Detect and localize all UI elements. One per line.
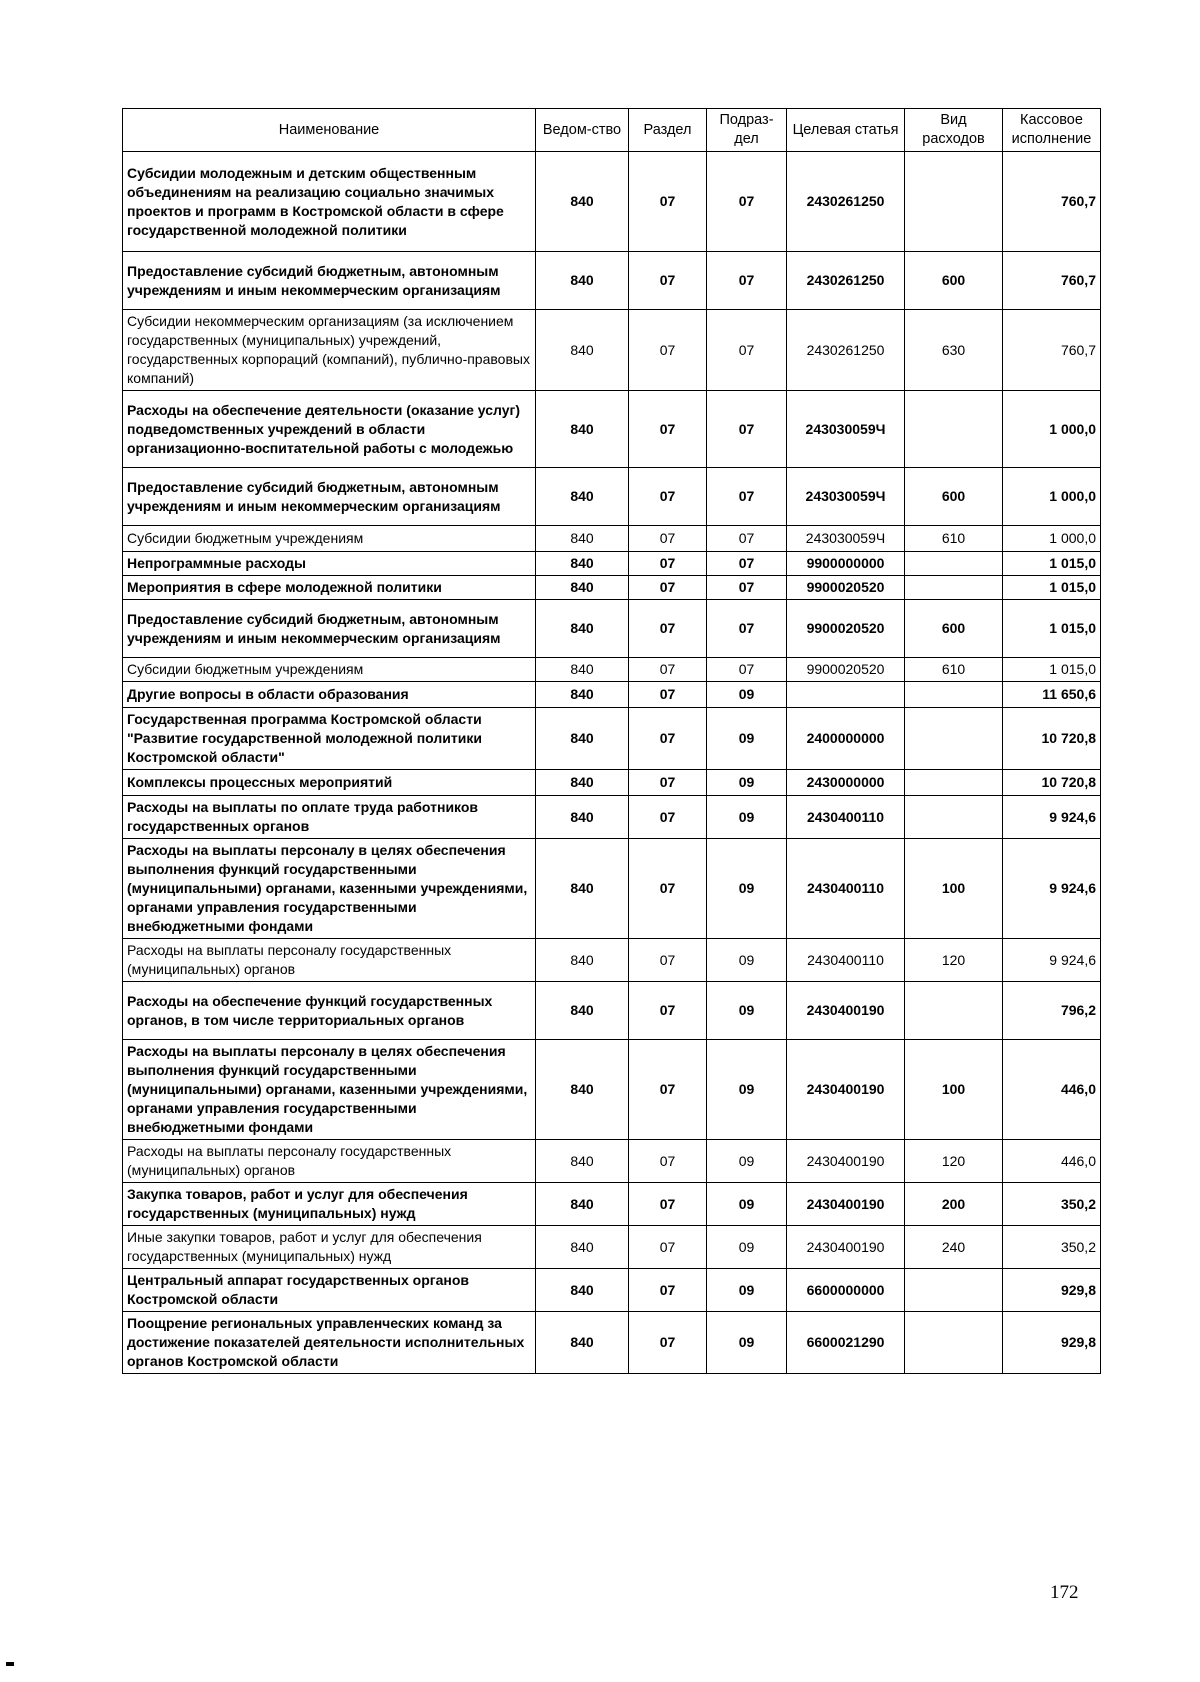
row-celevaya-statya: 2430261250 [787, 152, 905, 252]
row-vid-rashodov [905, 1312, 1003, 1374]
row-vid-rashodov [905, 770, 1003, 796]
row-vid-rashodov: 120 [905, 1140, 1003, 1183]
row-podrazdel: 07 [707, 252, 787, 310]
row-podrazdel: 09 [707, 1226, 787, 1269]
table-row [123, 252, 1101, 310]
row-razdel: 07 [629, 526, 707, 552]
row-name: Расходы на выплаты персоналу государственных (муниципальных) органов [123, 1140, 536, 1183]
header-podrazdel: Подраз-дел [707, 109, 787, 152]
row-razdel: 07 [629, 252, 707, 310]
row-vedomstvo: 840 [536, 658, 629, 682]
row-razdel: 07 [629, 658, 707, 682]
row-celevaya-statya: 243030059Ч [787, 468, 905, 526]
row-celevaya-statya: 2430400190 [787, 1226, 905, 1269]
row-name: Мероприятия в сфере молодежной политики [123, 576, 536, 600]
row-name: Расходы на выплаты персоналу государственных (муниципальных) органов [123, 939, 536, 982]
row-amount: 446,0 [1003, 1140, 1101, 1183]
row-amount: 10 720,8 [1003, 770, 1101, 796]
table-row [123, 982, 1101, 1040]
row-razdel: 07 [629, 1269, 707, 1312]
row-vedomstvo: 840 [536, 1040, 629, 1140]
row-vedomstvo: 840 [536, 982, 629, 1040]
row-name: Поощрение региональных управленческих команд за достижение показателей деятельности исполнительных органов Костромской области [123, 1312, 536, 1374]
row-razdel: 07 [629, 310, 707, 391]
row-vedomstvo: 840 [536, 152, 629, 252]
table-row [123, 1226, 1101, 1269]
row-amount: 796,2 [1003, 982, 1101, 1040]
row-razdel: 07 [629, 468, 707, 526]
row-celevaya-statya: 2430400110 [787, 939, 905, 982]
row-name: Расходы на выплаты по оплате труда работников государственных органов [123, 796, 536, 839]
table-row [123, 796, 1101, 839]
row-podrazdel: 09 [707, 1040, 787, 1140]
row-celevaya-statya: 2430400190 [787, 1140, 905, 1183]
row-celevaya-statya: 2430261250 [787, 252, 905, 310]
row-celevaya-statya: 9900000000 [787, 552, 905, 576]
row-celevaya-statya: 2430261250 [787, 310, 905, 391]
row-vedomstvo: 840 [536, 682, 629, 708]
row-podrazdel: 09 [707, 982, 787, 1040]
table-row [123, 682, 1101, 708]
row-celevaya-statya: 2430400190 [787, 1183, 905, 1226]
row-vedomstvo: 840 [536, 600, 629, 658]
header-name: Наименование [123, 109, 536, 152]
row-vedomstvo: 840 [536, 552, 629, 576]
table-row [123, 839, 1101, 939]
row-celevaya-statya: 2400000000 [787, 708, 905, 770]
row-podrazdel: 09 [707, 682, 787, 708]
row-podrazdel: 09 [707, 1269, 787, 1312]
row-name: Предоставление субсидий бюджетным, автономным учреждениям и иным некоммерческим организациям [123, 600, 536, 658]
header-kassovoe-ispolnenie: Кассовое исполнение [1003, 109, 1101, 152]
row-celevaya-statya [787, 682, 905, 708]
row-vedomstvo: 840 [536, 1140, 629, 1183]
row-podrazdel: 07 [707, 576, 787, 600]
row-razdel: 07 [629, 796, 707, 839]
row-vid-rashodov [905, 796, 1003, 839]
row-podrazdel: 07 [707, 526, 787, 552]
row-vedomstvo: 840 [536, 1269, 629, 1312]
row-vid-rashodov: 610 [905, 526, 1003, 552]
row-vid-rashodov: 120 [905, 939, 1003, 982]
row-amount: 1 000,0 [1003, 391, 1101, 468]
row-name: Расходы на выплаты персоналу в целях обеспечения выполнения функций государственными (муниципальными) органами, казенными учреждениями, органами управления государственными внебюджетными фондами [123, 839, 536, 939]
row-amount: 1 000,0 [1003, 526, 1101, 552]
row-amount: 446,0 [1003, 1040, 1101, 1140]
row-celevaya-statya: 2430000000 [787, 770, 905, 796]
table-row [123, 552, 1101, 576]
row-vedomstvo: 840 [536, 1226, 629, 1269]
row-amount: 760,7 [1003, 310, 1101, 391]
row-podrazdel: 09 [707, 839, 787, 939]
row-vid-rashodov [905, 552, 1003, 576]
row-razdel: 07 [629, 1140, 707, 1183]
row-podrazdel: 09 [707, 1183, 787, 1226]
budget-table [122, 108, 1101, 1374]
row-celevaya-statya: 2430400110 [787, 839, 905, 939]
row-vedomstvo: 840 [536, 310, 629, 391]
row-razdel: 07 [629, 1040, 707, 1140]
row-vid-rashodov: 600 [905, 252, 1003, 310]
row-podrazdel: 07 [707, 600, 787, 658]
row-podrazdel: 07 [707, 658, 787, 682]
row-amount: 1 015,0 [1003, 658, 1101, 682]
row-vedomstvo: 840 [536, 1312, 629, 1374]
table-row [123, 1183, 1101, 1226]
row-celevaya-statya: 9900020520 [787, 600, 905, 658]
row-vid-rashodov: 100 [905, 1040, 1003, 1140]
row-vid-rashodov: 600 [905, 468, 1003, 526]
row-amount: 1 015,0 [1003, 552, 1101, 576]
table-row [123, 1269, 1101, 1312]
row-podrazdel: 09 [707, 770, 787, 796]
row-podrazdel: 07 [707, 552, 787, 576]
row-name: Расходы на обеспечение функций государственных органов, в том числе территориальных органов [123, 982, 536, 1040]
row-name: Субсидии бюджетным учреждениям [123, 526, 536, 552]
row-vid-rashodov: 100 [905, 839, 1003, 939]
row-amount: 9 924,6 [1003, 796, 1101, 839]
table-row [123, 391, 1101, 468]
row-razdel: 07 [629, 576, 707, 600]
row-vid-rashodov [905, 391, 1003, 468]
row-podrazdel: 07 [707, 152, 787, 252]
table-row [123, 770, 1101, 796]
row-name: Предоставление субсидий бюджетным, автономным учреждениям и иным некоммерческим организациям [123, 252, 536, 310]
row-name: Субсидии молодежным и детским общественным объединениям на реализацию социально значимых проектов и программ в Костромской области в сфере государственной молодежной политики [123, 152, 536, 252]
row-vedomstvo: 840 [536, 796, 629, 839]
table-row [123, 468, 1101, 526]
row-razdel: 07 [629, 770, 707, 796]
row-amount: 760,7 [1003, 252, 1101, 310]
row-celevaya-statya: 2430400190 [787, 1040, 905, 1140]
row-razdel: 07 [629, 1312, 707, 1374]
row-vedomstvo: 840 [536, 526, 629, 552]
row-vid-rashodov [905, 708, 1003, 770]
table-header-row [123, 109, 1101, 152]
row-razdel: 07 [629, 1226, 707, 1269]
row-amount: 760,7 [1003, 152, 1101, 252]
row-amount: 929,8 [1003, 1312, 1101, 1374]
row-vid-rashodov [905, 152, 1003, 252]
row-name: Субсидии бюджетным учреждениям [123, 658, 536, 682]
row-celevaya-statya: 6600000000 [787, 1269, 905, 1312]
row-amount: 350,2 [1003, 1183, 1101, 1226]
row-vedomstvo: 840 [536, 770, 629, 796]
row-amount: 11 650,6 [1003, 682, 1101, 708]
row-amount: 1 015,0 [1003, 600, 1101, 658]
row-podrazdel: 09 [707, 708, 787, 770]
row-vid-rashodov: 630 [905, 310, 1003, 391]
table-row [123, 708, 1101, 770]
row-amount: 1 015,0 [1003, 576, 1101, 600]
row-amount: 9 924,6 [1003, 839, 1101, 939]
row-podrazdel: 07 [707, 391, 787, 468]
row-name: Государственная программа Костромской области "Развитие государственной молодежной политики Костромской области" [123, 708, 536, 770]
row-vid-rashodov: 600 [905, 600, 1003, 658]
row-name: Расходы на обеспечение деятельности (оказание услуг) подведомственных учреждений в области организационно-воспитательной работы с молодежью [123, 391, 536, 468]
row-vedomstvo: 840 [536, 839, 629, 939]
header-vid-rashodov: Вид расходов [905, 109, 1003, 152]
row-podrazdel: 09 [707, 1312, 787, 1374]
row-vid-rashodov: 610 [905, 658, 1003, 682]
row-vedomstvo: 840 [536, 391, 629, 468]
row-name: Иные закупки товаров, работ и услуг для обеспечения государственных (муниципальных) нужд [123, 1226, 536, 1269]
row-razdel: 07 [629, 839, 707, 939]
row-vedomstvo: 840 [536, 708, 629, 770]
row-vedomstvo: 840 [536, 468, 629, 526]
row-amount: 350,2 [1003, 1226, 1101, 1269]
table-row [123, 526, 1101, 552]
row-name: Предоставление субсидий бюджетным, автономным учреждениям и иным некоммерческим организациям [123, 468, 536, 526]
table-row [123, 600, 1101, 658]
row-razdel: 07 [629, 682, 707, 708]
table-row [123, 658, 1101, 682]
row-amount: 10 720,8 [1003, 708, 1101, 770]
row-celevaya-statya: 2430400190 [787, 982, 905, 1040]
table-row [123, 152, 1101, 252]
row-vid-rashodov: 200 [905, 1183, 1003, 1226]
table-row [123, 576, 1101, 600]
table-row [123, 1140, 1101, 1183]
row-razdel: 07 [629, 708, 707, 770]
row-name: Комплексы процессных мероприятий [123, 770, 536, 796]
row-celevaya-statya: 243030059Ч [787, 391, 905, 468]
row-vedomstvo: 840 [536, 939, 629, 982]
row-celevaya-statya: 243030059Ч [787, 526, 905, 552]
row-amount: 929,8 [1003, 1269, 1101, 1312]
table-body [123, 152, 1101, 1374]
row-podrazdel: 09 [707, 1140, 787, 1183]
header-razdel: Раздел [629, 109, 707, 152]
header-celevaya-statya: Целевая статья [787, 109, 905, 152]
row-razdel: 07 [629, 982, 707, 1040]
row-vedomstvo: 840 [536, 252, 629, 310]
table-row [123, 939, 1101, 982]
row-razdel: 07 [629, 552, 707, 576]
table-row [123, 310, 1101, 391]
row-razdel: 07 [629, 391, 707, 468]
row-vid-rashodov [905, 576, 1003, 600]
row-podrazdel: 09 [707, 796, 787, 839]
row-vid-rashodov [905, 1269, 1003, 1312]
page-number: 172 [1050, 1582, 1079, 1603]
row-razdel: 07 [629, 1183, 707, 1226]
row-name: Центральный аппарат государственных органов Костромской области [123, 1269, 536, 1312]
row-podrazdel: 07 [707, 468, 787, 526]
row-celevaya-statya: 2430400110 [787, 796, 905, 839]
table-row [123, 1312, 1101, 1374]
row-podrazdel: 09 [707, 939, 787, 982]
row-amount: 9 924,6 [1003, 939, 1101, 982]
header-vedomstvo: Ведом-ство [536, 109, 629, 152]
row-celevaya-statya: 6600021290 [787, 1312, 905, 1374]
row-name: Субсидии некоммерческим организациям (за исключением государственных (муниципальных) учреждений, государственных корпораций (компаний), публично-правовых компаний) [123, 310, 536, 391]
row-name: Расходы на выплаты персоналу в целях обеспечения выполнения функций государственными (муниципальными) органами, казенными учреждениями, органами управления государственными внебюджетными фондами [123, 1040, 536, 1140]
row-name: Закупка товаров, работ и услуг для обеспечения государственных (муниципальных) нужд [123, 1183, 536, 1226]
row-podrazdel: 07 [707, 310, 787, 391]
row-vedomstvo: 840 [536, 576, 629, 600]
table-row [123, 1040, 1101, 1140]
row-razdel: 07 [629, 152, 707, 252]
row-vid-rashodov: 240 [905, 1226, 1003, 1269]
row-celevaya-statya: 9900020520 [787, 576, 905, 600]
row-vedomstvo: 840 [536, 1183, 629, 1226]
edge-scan-mark [6, 1662, 14, 1666]
row-celevaya-statya: 9900020520 [787, 658, 905, 682]
row-vid-rashodov [905, 682, 1003, 708]
row-amount: 1 000,0 [1003, 468, 1101, 526]
row-razdel: 07 [629, 939, 707, 982]
row-name: Непрограммные расходы [123, 552, 536, 576]
row-vid-rashodov [905, 982, 1003, 1040]
row-razdel: 07 [629, 600, 707, 658]
row-name: Другие вопросы в области образования [123, 682, 536, 708]
